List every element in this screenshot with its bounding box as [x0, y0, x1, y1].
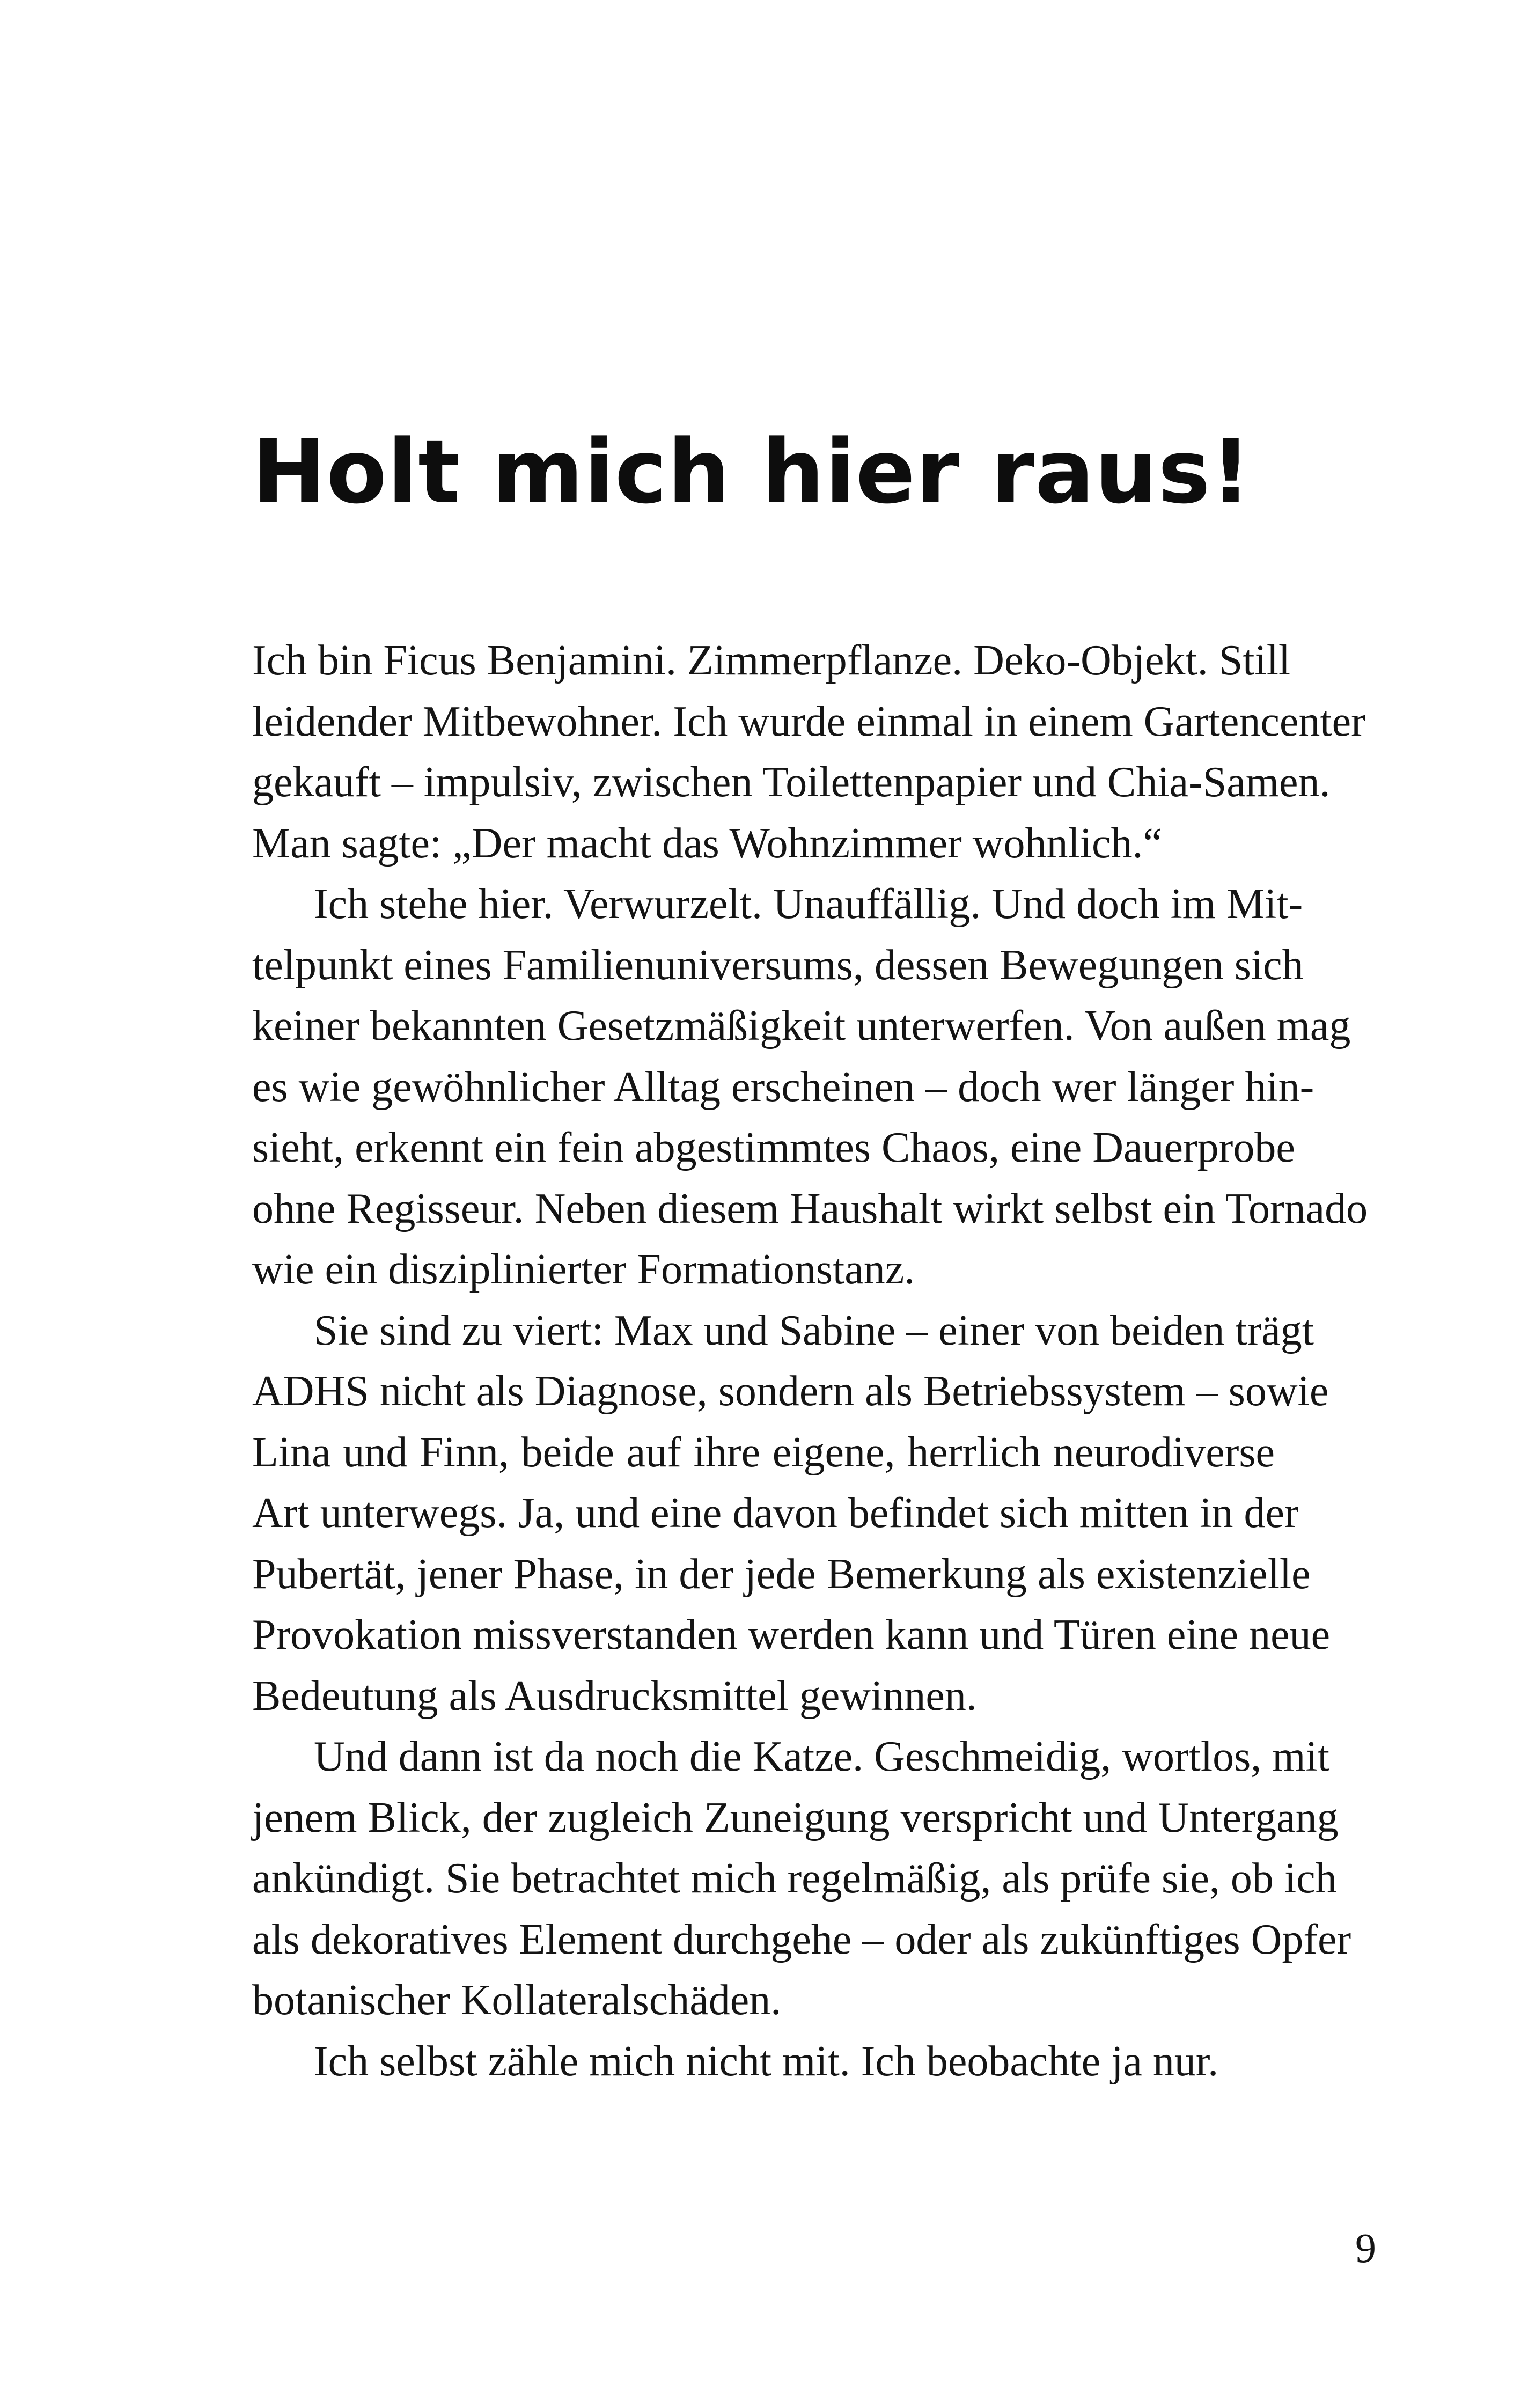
paragraph-5: [252, 2031, 1275, 2093]
text-line: leidender Mitbewohner. Ich wurde einmal in einem Gartencenter: [252, 698, 1365, 745]
chapter-title: Holt mich hier raus!: [252, 421, 1252, 523]
paragraph-4: [252, 1727, 1351, 2031]
paragraph-2: [252, 874, 1368, 1301]
text-line: Provokation missverstanden werden kann und Türen eine neue: [252, 1611, 1331, 1658]
paragraph-3: [252, 1301, 1331, 1727]
text-line: Pubertät, jener Phase, in der jede Bemerkung als existenzielle: [252, 1550, 1311, 1598]
text-line: Art unterwegs. Ja, und eine davon befindet sich mitten in der: [252, 1489, 1299, 1537]
text-line: gekauft – impulsiv, zwischen Toilettenpapier und Chia-Samen.: [252, 759, 1331, 806]
text-line: Lina und Finn, beide auf ihre eigene, herrlich neurodiverse: [252, 1428, 1275, 1476]
page-number: 9: [1355, 2225, 1376, 2271]
text-line: Ich bin Ficus Benjamini. Zimmerpflanze. Deko-Objekt. Still: [252, 637, 1291, 684]
paragraph-1: [252, 630, 1365, 874]
text-line: wie ein disziplinierter Formationstanz.: [252, 1246, 915, 1293]
text-line: telpunkt eines Familienuniversums, dessen Bewegungen sich: [252, 941, 1304, 989]
text-line: Man sagte: „Der macht das Wohnzimmer wohnlich.“: [252, 819, 1163, 867]
text-line: jenem Blick, der zugleich Zuneigung verspricht und Untergang: [252, 1794, 1339, 1841]
text-line: botanischer Kollateralschäden.: [252, 1977, 782, 2024]
text-line: keiner bekannten Gesetzmäßigkeit unterwerfen. Von außen mag: [252, 1002, 1351, 1049]
text-line: Und dann ist da noch die Katze. Geschmeidig, wortlos, mit: [314, 1733, 1329, 1780]
text-line: ADHS nicht als Diagnose, sondern als Betriebssystem – sowie: [252, 1368, 1329, 1415]
text-line: sieht, erkennt ein fein abgestimmtes Chaos, eine Dauerprobe: [252, 1124, 1295, 1171]
text-line: Sie sind zu viert: Max und Sabine – einer von beiden trägt: [314, 1306, 1314, 1354]
text-line: es wie gewöhnlicher Alltag erscheinen – doch wer länger hin-: [252, 1063, 1314, 1111]
text-line: Ich stehe hier. Verwurzelt. Unauffällig. Und doch im Mit-: [314, 880, 1303, 928]
text-line: als dekoratives Element durchgehe – oder als zukünftiges Opfer: [252, 1915, 1351, 1963]
text-line: ankündigt. Sie betrachtet mich regelmäßig, als prüfe sie, ob ich: [252, 1855, 1337, 1902]
text-line: Ich selbst zähle mich nicht mit. Ich beobachte ja nur.: [314, 2037, 1219, 2085]
text-line: Bedeutung als Ausdrucksmittel gewinnen.: [252, 1672, 977, 1720]
text-line: ohne Regisseur. Neben diesem Haushalt wirkt selbst ein Tornado: [252, 1185, 1368, 1232]
body-text: [252, 630, 1368, 2092]
